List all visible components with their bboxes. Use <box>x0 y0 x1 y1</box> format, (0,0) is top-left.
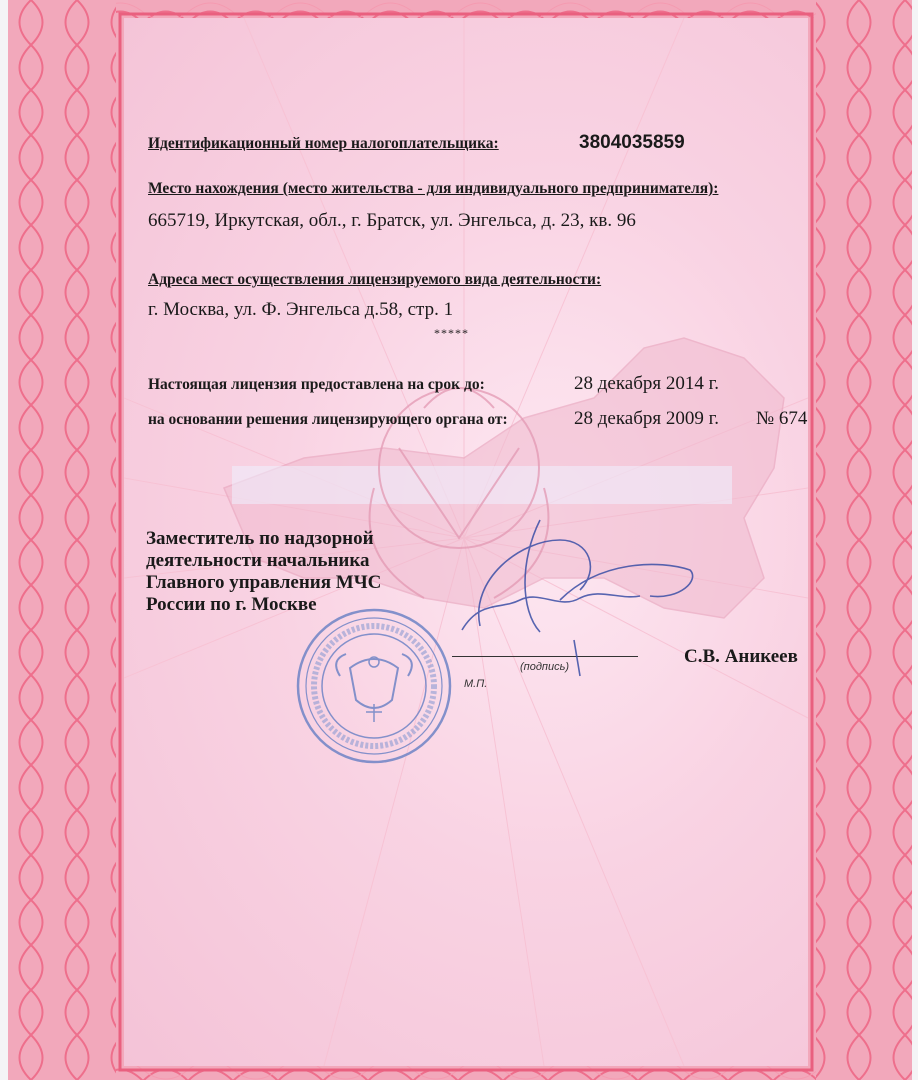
signatory-position <box>146 528 381 616</box>
activity-address-label: Адреса мест осуществления лицензируемого вида деятельности: <box>148 271 602 288</box>
location-value: 665719, Иркутская, обл., г. Братск, ул. Энгельса, д. 23, кв. 96 <box>148 210 636 231</box>
position-line: Главного управления МЧС <box>146 572 382 593</box>
position-line: Заместитель по надзорной <box>146 528 374 549</box>
inn-label: Идентификационный номер налогоплательщика: <box>148 135 499 152</box>
document-field <box>124 18 808 1066</box>
decision-date: 28 декабря 2009 г. <box>574 408 720 429</box>
activity-address-value: г. Москва, ул. Ф. Энгельса д.58, стр. 1 <box>148 299 454 320</box>
validity-value: 28 декабря 2014 г. <box>574 373 720 394</box>
validity-label: Настоящая лицензия предоставлена на срок до: <box>148 376 485 393</box>
signature-line <box>452 656 638 657</box>
inn-value: 3804035859 <box>579 132 685 153</box>
decision-label: на основании решения лицензирующего органа от: <box>148 411 508 428</box>
separator-stars: ***** <box>434 326 469 340</box>
signatory-name: С.В. Аникеев <box>684 646 798 667</box>
license-sheet <box>8 0 912 1080</box>
position-line: России по г. Москве <box>146 594 317 615</box>
location-label: Место нахождения (место жительства - для индивидуального предпринимателя): <box>148 180 719 197</box>
signature-caption: (подпись) <box>520 661 570 673</box>
decision-number: № 674 <box>756 408 808 429</box>
seal-caption: М.П. <box>464 678 488 690</box>
position-line: деятельности начальника <box>146 550 370 571</box>
